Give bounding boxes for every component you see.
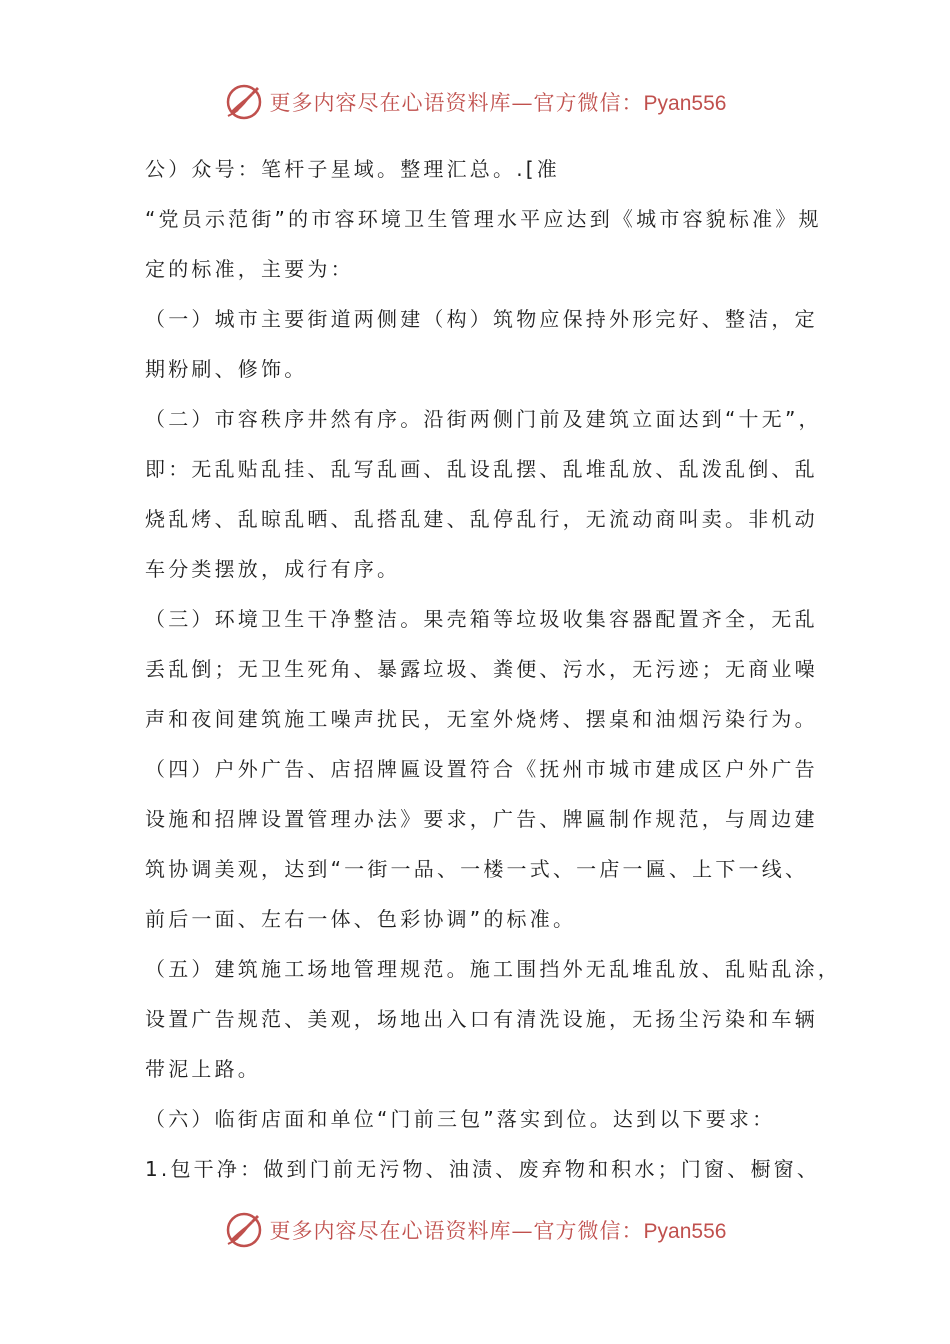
document-body bbox=[145, 150, 841, 1200]
text-line: 设施和招牌设置管理办法》要求，广告、牌匾制作规范，与周边建 bbox=[145, 807, 818, 831]
watermark-text: 更多内容尽在心语资料库—官方微信：Pyan556 bbox=[269, 91, 727, 115]
text-line: 声和夜间建筑施工噪声扰民，无室外烧烤、摆桌和油烟污染行为。 bbox=[145, 707, 818, 731]
text-line: （三）环境卫生干净整洁。果壳箱等垃圾收集容器配置齐全，无乱 bbox=[145, 607, 818, 631]
footer-watermark bbox=[0, 1208, 950, 1252]
text-line: （四）户外广告、店招牌匾设置符合《抚州市城市建成区户外广告 bbox=[145, 757, 818, 781]
text-line: （五）建筑施工场地管理规范。施工围挡外无乱堆乱放、乱贴乱涂， bbox=[145, 957, 841, 981]
pen-nib-circle-icon bbox=[224, 82, 264, 122]
text-line: 带泥上路。 bbox=[145, 1057, 261, 1081]
text-line: （二）市容秩序井然有序。沿街两侧门前及建筑立面达到“十无”， bbox=[145, 407, 822, 431]
watermark-text: 更多内容尽在心语资料库—官方微信：Pyan556 bbox=[269, 1219, 727, 1243]
header-watermark bbox=[0, 80, 950, 124]
text-line: （六）临街店面和单位“门前三包”落实到位。达到以下要求： bbox=[145, 1107, 776, 1131]
text-line: 期粉刷、修饰。 bbox=[145, 357, 308, 381]
text-line: 定的标准，主要为： bbox=[145, 257, 354, 281]
text-line: 即：无乱贴乱挂、乱写乱画、乱设乱摆、乱堆乱放、乱泼乱倒、乱 bbox=[145, 457, 818, 481]
text-line: 设置广告规范、美观，场地出入口有清洗设施，无扬尘污染和车辆 bbox=[145, 1007, 818, 1031]
text-line: 丢乱倒；无卫生死角、暴露垃圾、粪便、污水，无污迹；无商业噪 bbox=[145, 657, 818, 681]
text-line: 前后一面、左右一体、色彩协调”的标准。 bbox=[145, 907, 577, 931]
text-line: “党员示范街”的市容环境卫生管理水平应达到《城市容貌标准》规 bbox=[145, 207, 822, 231]
text-line: （一）城市主要街道两侧建（构）筑物应保持外形完好、整洁，定 bbox=[145, 307, 818, 331]
text-line: 烧乱烤、乱晾乱晒、乱搭乱建、乱停乱行，无流动商叫卖。非机动 bbox=[145, 507, 818, 531]
text-line: 筑协调美观，达到“一街一品、一楼一式、一店一匾、上下一线、 bbox=[145, 857, 809, 881]
text-line: 1.包干净：做到门前无污物、油渍、废弃物和积水；门窗、橱窗、 bbox=[145, 1157, 821, 1181]
text-line: 公）众号：笔杆子星域。整理汇总。.[准 bbox=[145, 157, 560, 181]
pen-nib-circle-icon bbox=[224, 1210, 264, 1250]
text-line: 车分类摆放，成行有序。 bbox=[145, 557, 401, 581]
